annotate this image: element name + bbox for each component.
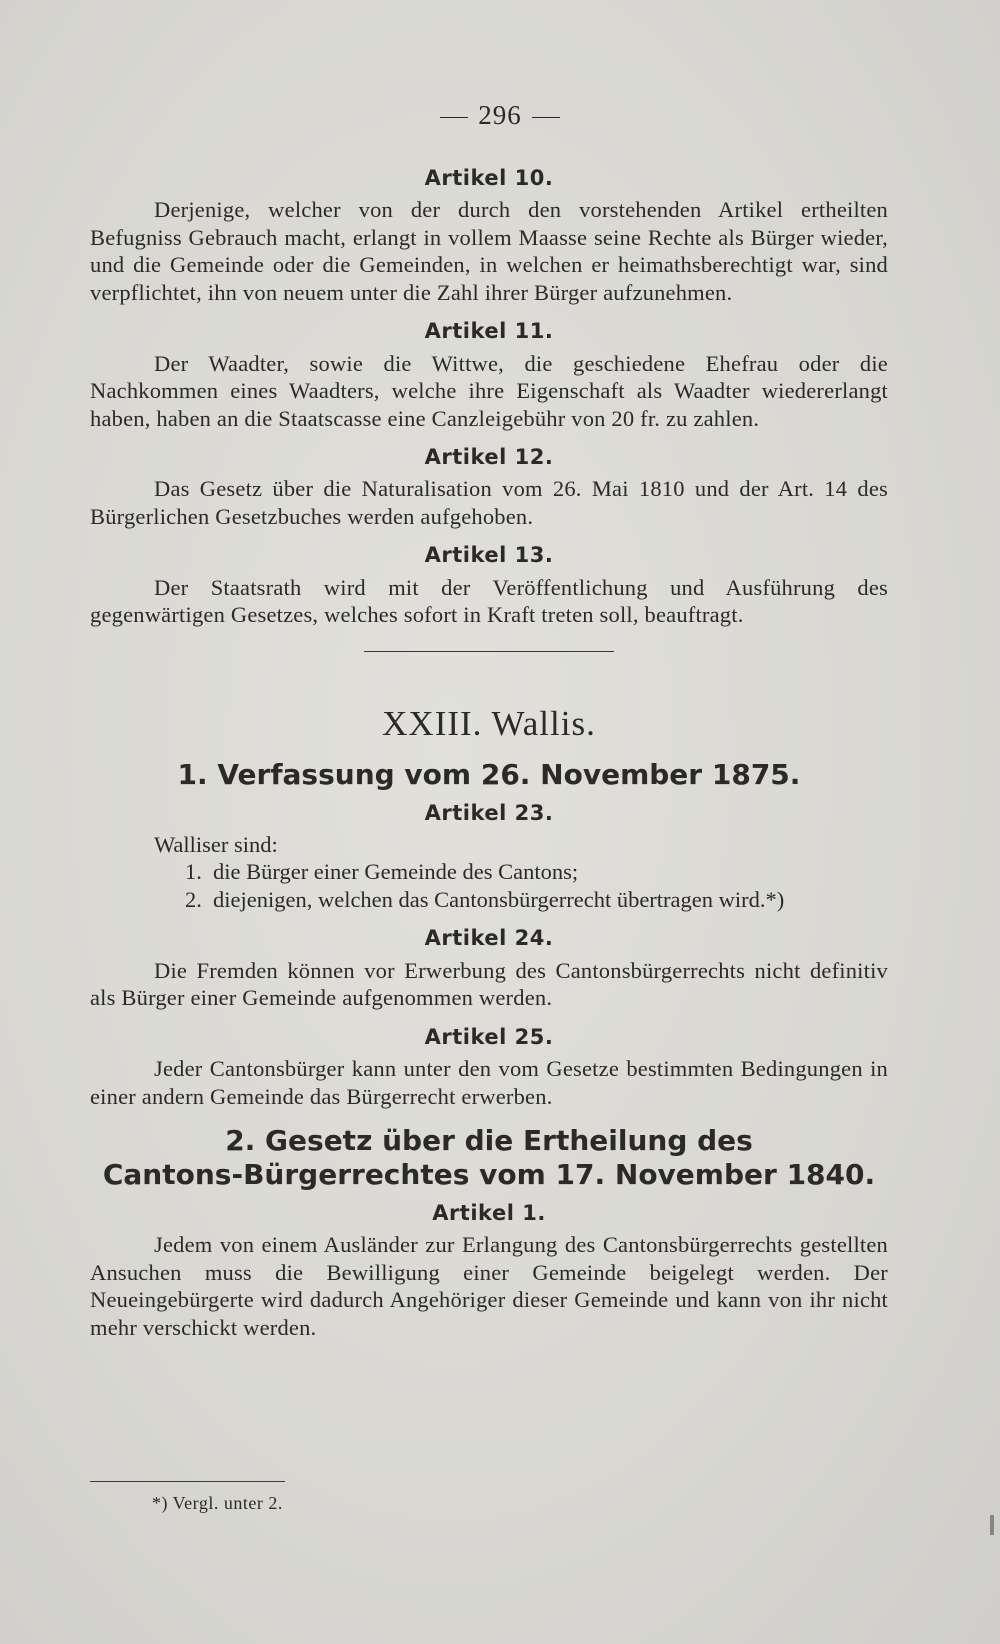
list-item-text: diejenigen, welchen das Cantonsbürgerrecht übertragen wird.*) [213, 886, 785, 912]
article-heading: Artikel 11. [424, 319, 554, 344]
footnote: *) Vergl. unter 2. [152, 1493, 283, 1513]
article-text: Die Fremden können vor Erwerbung des Cantonsbürgerrechts nicht definitiv als Bürger einer Gemeinde aufgenommen werden. [90, 957, 888, 1011]
section-divider [364, 651, 614, 652]
section-title: XXIII. Wallis. [382, 703, 596, 743]
article-heading: Artikel 13. [424, 543, 554, 568]
part2-title-line2: Cantons-Bürgerrechtes vom 17. November 1840. [102, 1158, 876, 1192]
article-intro: Walliser sind: [154, 831, 278, 857]
article-text: Derjenige, welcher von der durch den vorstehenden Artikel ertheilten Befugniss Gebrauch macht, erlangt in vollem Maasse seine Rechte als Bürger wieder, und die Gemeinde oder die Gemeinden, in welchen er heimathsberechtigt war, sind verpflichtet, ihn von neuem unter die Zahl ihrer Bürger aufzunehmen. [90, 197, 888, 305]
article-list [90, 858, 888, 913]
list-item [185, 858, 888, 886]
article-heading: Artikel 12. [424, 445, 554, 470]
page-number-dash-left [440, 117, 468, 118]
article-13 [90, 542, 888, 628]
part2-title [90, 1124, 888, 1192]
page-number-dash-right [532, 117, 560, 118]
part2-title-line1: 2. Gesetz über die Ertheilung des [225, 1124, 753, 1158]
part1-title: 1. Verfassung vom 26. November 1875. [177, 757, 801, 791]
article-25 [90, 1024, 888, 1110]
footnote-rule [90, 1481, 285, 1482]
article-text: Der Waadter, sowie die Wittwe, die geschiedene Ehefrau oder die Nachkommen eines Waadters, welche ihre Eigenschaft als Waadter wiedererlangt haben, haben an die Staatscasse eine Canzleigebühr von 20 fr. zu zahlen. [90, 350, 888, 431]
page-number [0, 100, 1000, 131]
article-12 [90, 444, 888, 530]
list-item-number: 1. [185, 859, 202, 885]
list-item-text: die Bürger einer Gemeinde des Cantons; [213, 859, 579, 885]
article-24 [90, 925, 888, 1011]
article-text: Das Gesetz über die Naturalisation vom 26. Mai 1810 und der Art. 14 des Bürgerlichen Gesetzbuches werden aufgehoben. [90, 476, 888, 529]
article-heading: Artikel 24. [424, 926, 554, 951]
list-item [185, 886, 888, 914]
page-content [90, 165, 888, 1353]
article-heading: Artikel 1. [432, 1201, 546, 1226]
article-text: Jeder Cantonsbürger kann unter den vom Gesetze bestimmten Bedingungen in einer andern Gemeinde das Bürgerrecht erwerben. [90, 1056, 888, 1109]
article-10 [90, 165, 888, 306]
gesetz-article-1 [90, 1200, 888, 1341]
page-edge-mark [990, 1515, 994, 1535]
article-text: Jedem von einem Ausländer zur Erlangung des Cantonsbürgerrechts gestellten Ansuchen muss die Bewilligung einer Gemeinde beigelegt werden. Der Neueingebürgerte wird dadurch Angehöriger dieser Gemeinde und kann von ihr nicht mehr verschickt werden. [90, 1232, 888, 1340]
list-item-number: 2. [185, 886, 202, 912]
article-11 [90, 318, 888, 432]
article-heading: Artikel 25. [424, 1024, 554, 1049]
article-heading: Artikel 23. [424, 800, 554, 825]
page-number-value: 296 [478, 100, 522, 130]
article-text: Der Staatsrath wird mit der Veröffentlichung und Ausführung des gegenwärtigen Gesetzes, welches sofort in Kraft treten soll, beauftragt. [90, 574, 888, 628]
article-heading: Artikel 10. [424, 166, 554, 190]
article-23 [90, 800, 888, 914]
